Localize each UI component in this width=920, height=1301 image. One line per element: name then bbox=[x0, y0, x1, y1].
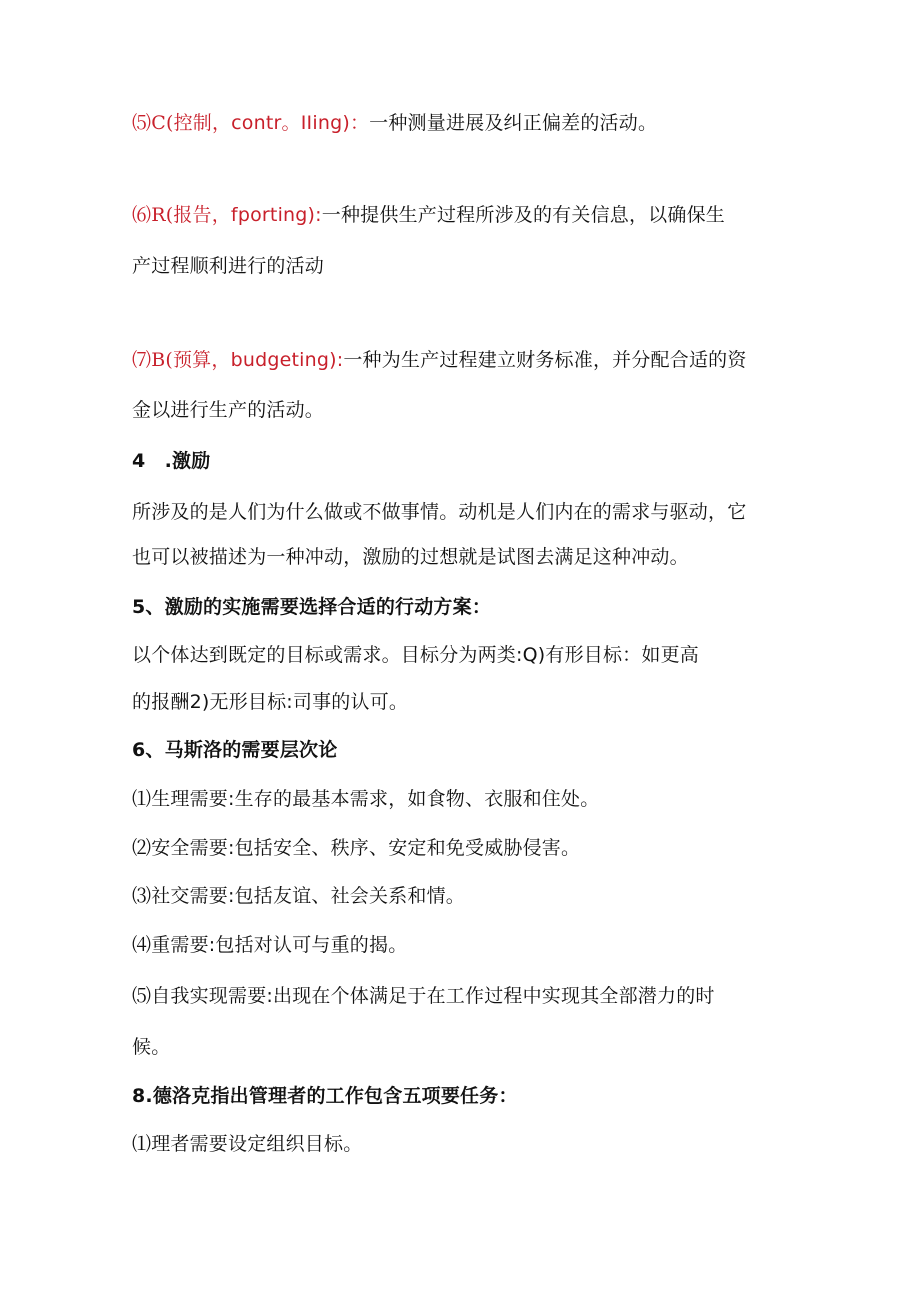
control-prefix: ⑸C( bbox=[132, 112, 174, 134]
control-definition bbox=[132, 110, 657, 136]
reporting-definition bbox=[132, 202, 725, 228]
maslow-need-social: ⑶社交需要:包括友谊、社会关系和情。 bbox=[132, 885, 466, 907]
maslow-need-physiological: ⑴生理需要:生存的最基本需求，如食物、衣服和住处。 bbox=[132, 788, 600, 810]
section-5-text-line1: 以个体达到既定的目标或需求。目标分为两类:Q)有形目标：如更高 bbox=[132, 644, 699, 666]
budgeting-description: 一种为生产过程建立财务标准，并分配合适的资 bbox=[343, 349, 747, 371]
maslow-need-self-actualization-cont: 候。 bbox=[132, 1036, 171, 1058]
section-8-heading: 8.德洛克指出管理者的工作包含五项要任务： bbox=[132, 1085, 518, 1107]
section-4-text-line2: 也可以被描述为一种冲动，激励的过想就是试图去满足这种冲动。 bbox=[132, 546, 689, 568]
control-term: 控制，contr。IIing)： bbox=[173, 112, 370, 134]
control-description: 一种测量进展及纠正偏差的活动。 bbox=[369, 112, 658, 134]
reporting-prefix: ⑹R( bbox=[132, 204, 174, 226]
section-4-heading: 4 .激励 bbox=[132, 450, 211, 472]
budgeting-description-cont: 金以进行生产的活动。 bbox=[132, 399, 325, 421]
section-5-heading: 5、激励的实施需要选择合适的行动方案： bbox=[132, 596, 492, 618]
maslow-need-safety: ⑵安全需要:包括安全、秩序、安定和免受威胁侵害。 bbox=[132, 837, 581, 859]
budgeting-term: 预算，budgeting): bbox=[172, 349, 344, 371]
budgeting-definition bbox=[132, 347, 747, 373]
reporting-description: 一种提供生产过程所涉及的有关信息，以确保生 bbox=[321, 204, 725, 226]
budgeting-prefix: ⑺B( bbox=[132, 349, 173, 371]
section-5-text-line2: 的报酬2)无形目标:司事的认可。 bbox=[132, 691, 409, 713]
maslow-need-esteem: ⑷重需要:包括对认可与重的揭。 bbox=[132, 934, 408, 956]
section-6-heading: 6、马斯洛的需要层次论 bbox=[132, 739, 338, 761]
maslow-need-self-actualization: ⑸自我实现需要:出现在个体满足于在工作过程中实现其全部潜力的时 bbox=[132, 985, 715, 1007]
reporting-term: 报告，fporting): bbox=[173, 204, 322, 226]
reporting-description-cont: 产过程顺利进行的活动 bbox=[132, 255, 325, 277]
section-4-text-line1: 所涉及的是人们为什么做或不做事情。动机是人们内在的需求与驱动，它 bbox=[132, 501, 747, 523]
manager-task-1: ⑴理者需要设定组织目标。 bbox=[132, 1133, 363, 1155]
